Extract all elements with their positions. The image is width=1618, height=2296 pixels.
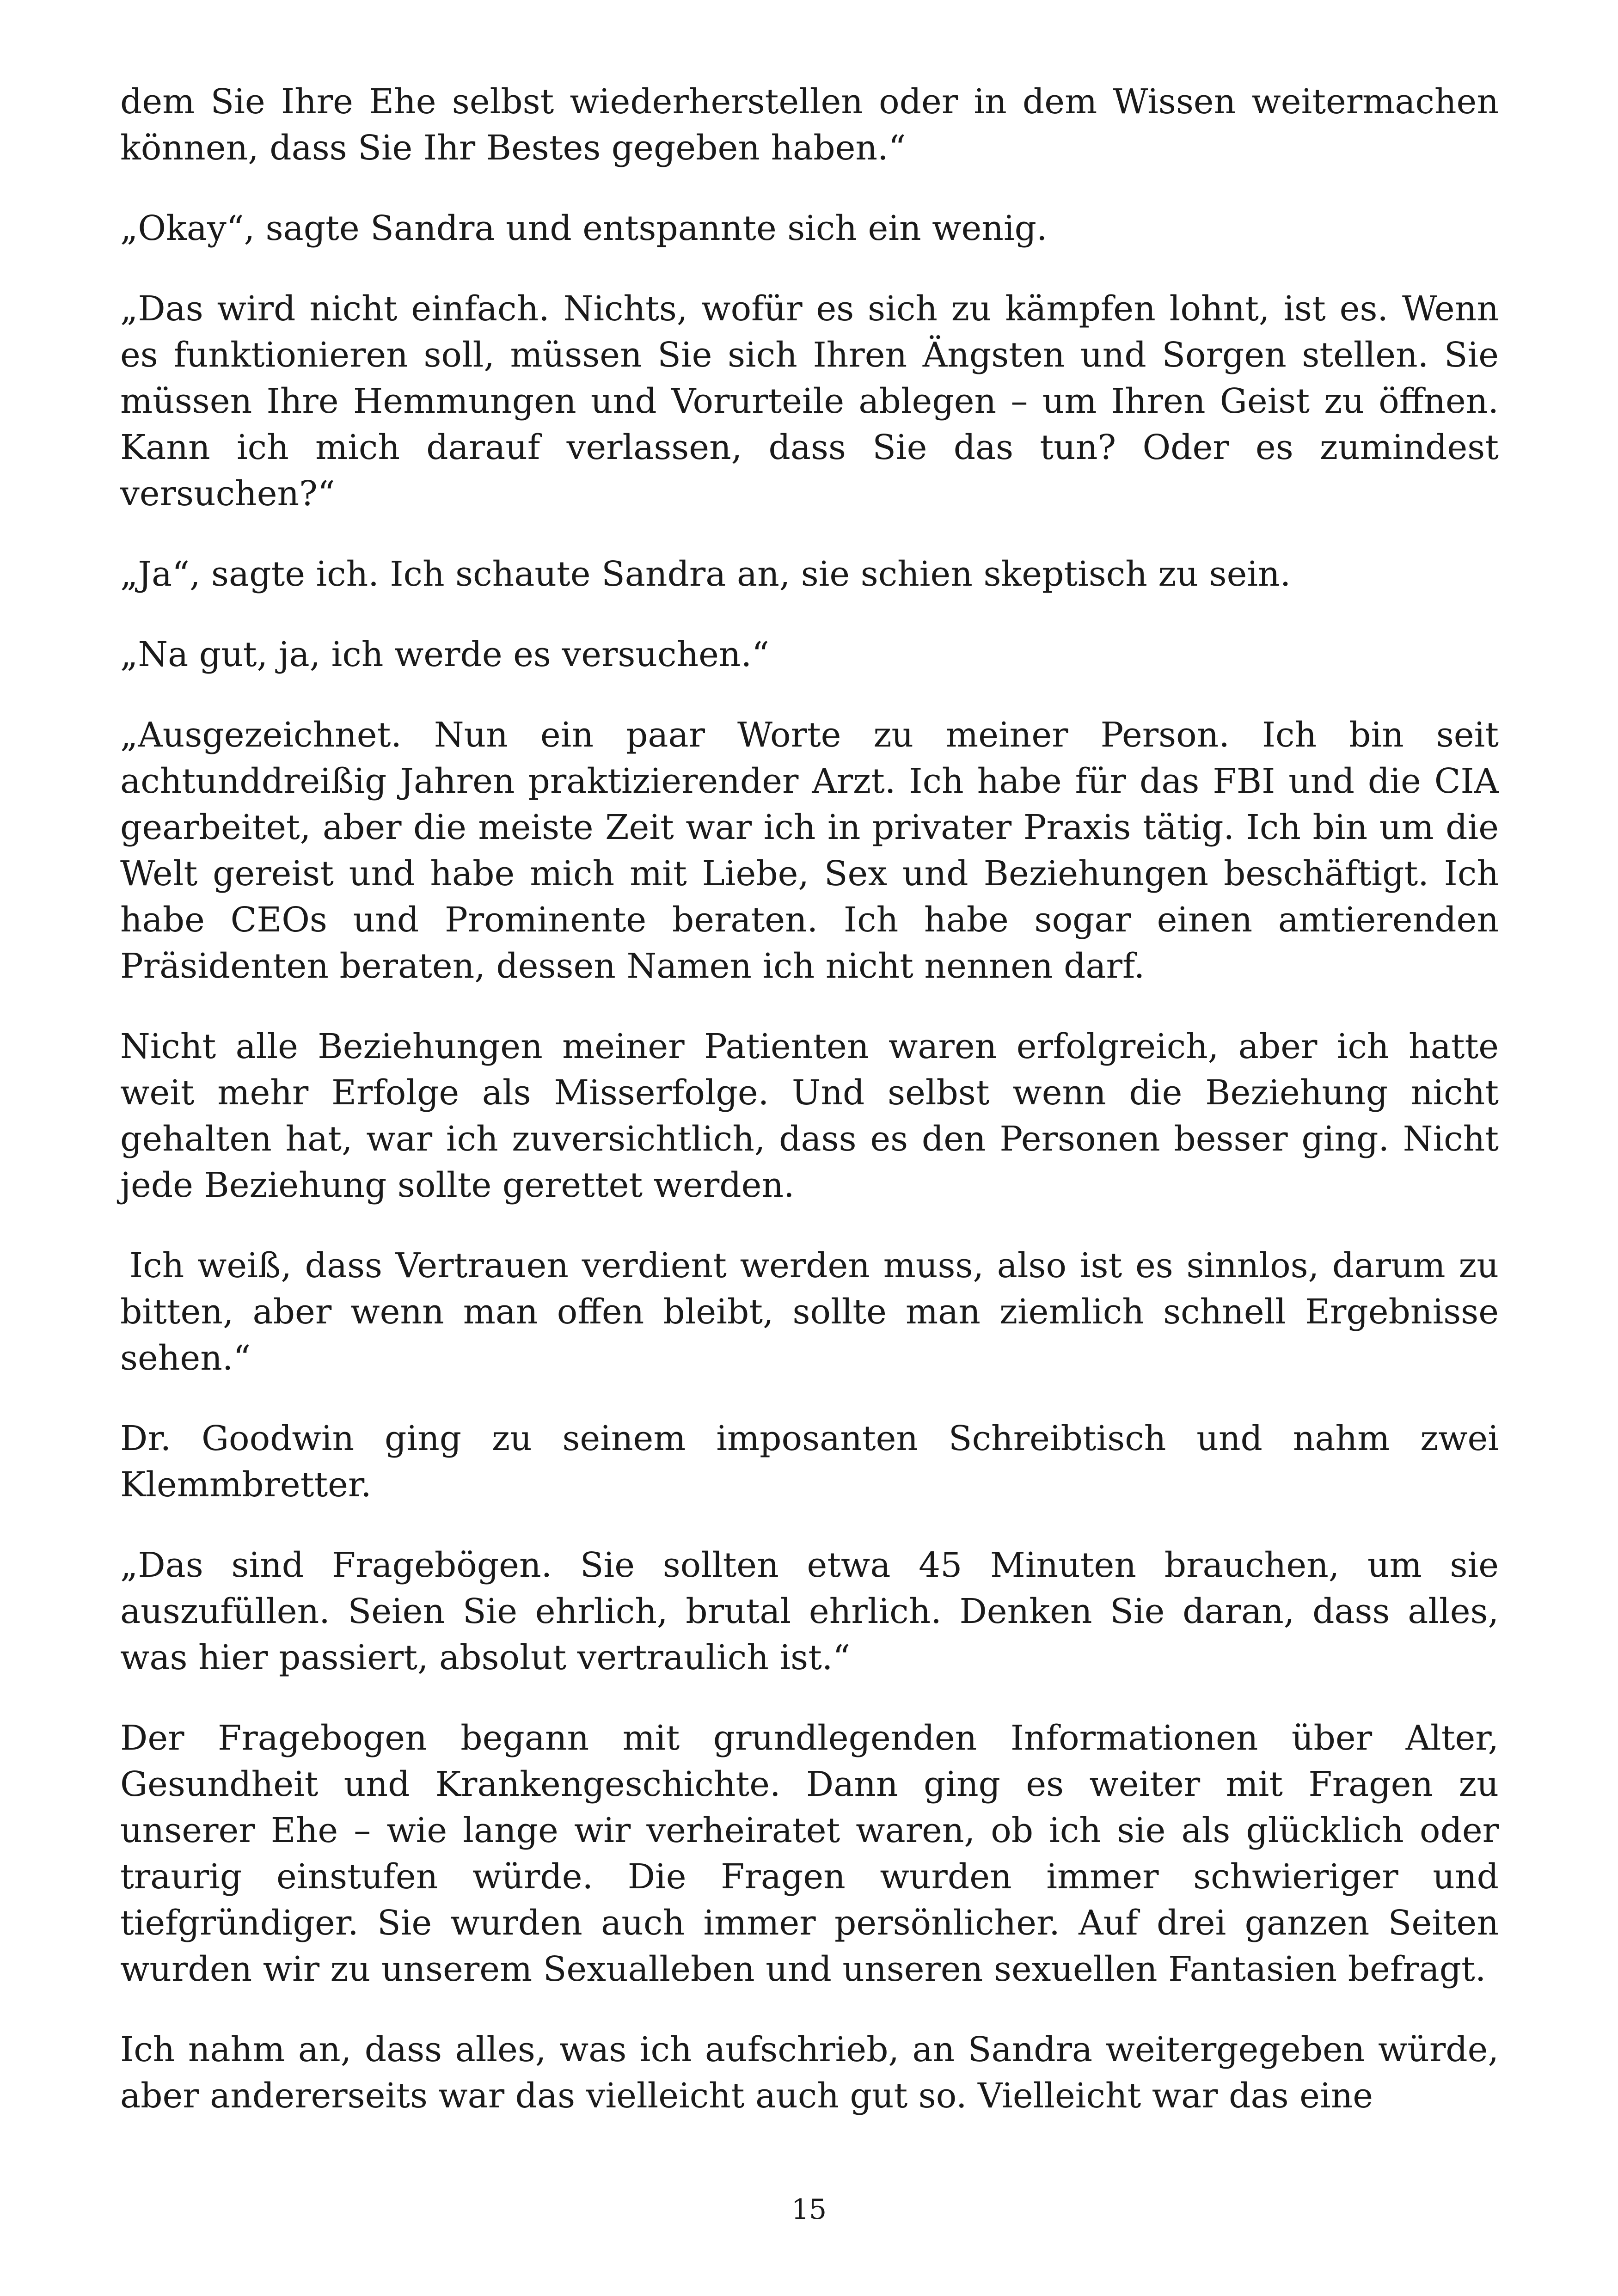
paragraph-4: „Ja“, sagte ich. Ich schaute Sandra an, sie schien skeptisch zu sein. [120, 554, 1291, 594]
paragraph-7: Nicht alle Beziehungen meiner Patienten waren erfolgreich, aber ich hatte weit mehr Erfolge als Misserfolge. Und selbst wenn die Beziehung nicht gehalten hat, war ich zuversichtlich, dass es den Personen besser ging. Nicht jede Beziehung sollte gerettet werden. [120, 1027, 1499, 1205]
page-number: 15 [791, 2193, 827, 2226]
paragraph-2: „Okay“, sagte Sandra und entspannte sich ein wenig. [120, 208, 1048, 248]
paragraph-9: Dr. Goodwin ging zu seinem imposanten Schreibtisch und nahm zwei Klemmbretter. [120, 1419, 1499, 1505]
paragraph-1: dem Sie Ihre Ehe selbst wiederherstellen oder in dem Wissen weitermachen können, dass Sie Ihr Bestes gegeben haben.“ [120, 82, 1499, 168]
paragraph-8: Ich weiß, dass Vertrauen verdient werden muss, also ist es sinnlos, darum zu bitten, aber wenn man offen bleibt, sollte man ziemlich schnell Ergebnisse sehen.“ [120, 1246, 1499, 1378]
paragraph-5: „Na gut, ja, ich werde es versuchen.“ [120, 635, 769, 674]
paragraph-3: „Das wird nicht einfach. Nichts, wofür es sich zu kämpfen lohnt, ist es. Wenn es funktionieren soll, müssen Sie sich Ihren Ängsten und Sorgen stellen. Sie müssen Ihre Hemmungen und Vorurteile ablegen – um Ihren Geist zu öffnen. Kann ich mich darauf verlassen, dass Sie das tun? Oder es zumindest versuchen?“ [120, 289, 1499, 514]
paragraph-11: Der Fragebogen begann mit grundlegenden Informationen über Alter, Gesundheit und Krankengeschichte. Dann ging es weiter mit Fragen zu unserer Ehe – wie lange wir verheiratet waren, ob ich sie als glücklich oder traurig einstufen würde. Die Fragen wurden immer schwieriger und tiefgründiger. Sie wurden auch immer persönlicher. Auf drei ganzen Seiten wurden wir zu unserem Sexualleben und unseren sexuellen Fantasien befragt. [120, 1718, 1499, 1989]
page-body [120, 79, 1499, 2153]
paragraph-10: „Das sind Fragebögen. Sie sollten etwa 45 Minuten brauchen, um sie auszufüllen. Seien Sie ehrlich, brutal ehrlich. Denken Sie daran, dass alles, was hier passiert, absolut vertraulich ist.“ [120, 1545, 1499, 1678]
paragraph-12: Ich nahm an, dass alles, was ich aufschrieb, an Sandra weitergegeben würde, aber andererseits war das vielleicht auch gut so. Vielleicht war das eine [120, 2030, 1499, 2116]
paragraph-6: „Ausgezeichnet. Nun ein paar Worte zu meiner Person. Ich bin seit achtunddreißig Jahren praktizierender Arzt. Ich habe für das FBI und die CIA gearbeitet, aber die meiste Zeit war ich in privater Praxis tätig. Ich bin um die Welt gereist und habe mich mit Liebe, Sex und Beziehungen beschäftigt. Ich habe CEOs und Prominente beraten. Ich habe sogar einen amtierenden Präsidenten beraten, dessen Namen ich nicht nennen darf. [120, 715, 1499, 986]
